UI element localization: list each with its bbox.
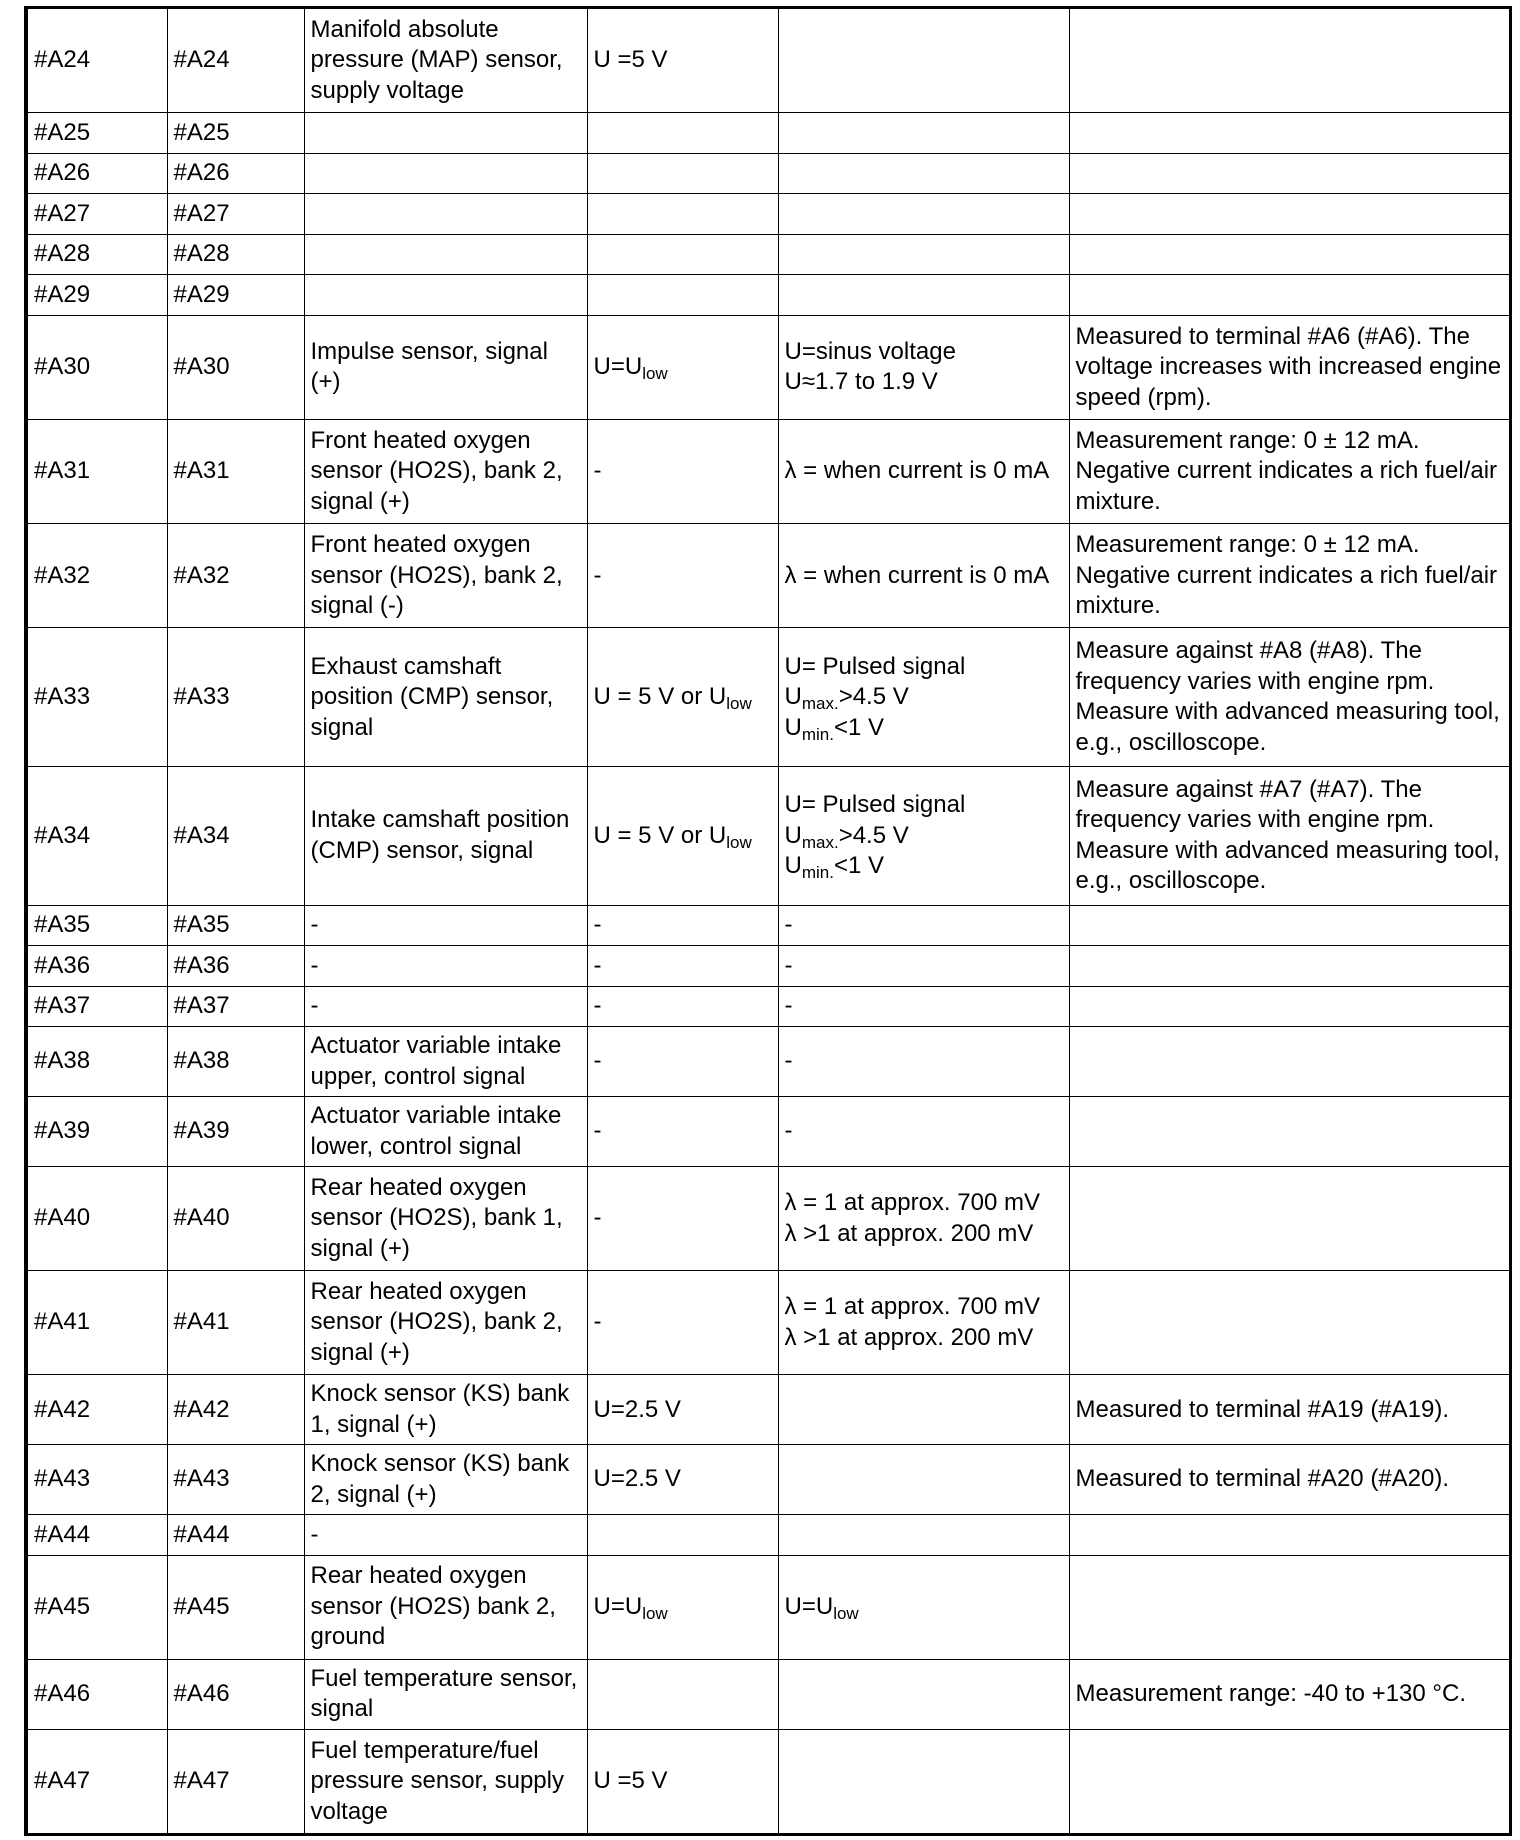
function-cell: Front heated oxygen sensor (HO2S), bank 2, signal (-) (304, 524, 587, 628)
signal-cell (778, 275, 1069, 316)
remarks-cell (1069, 1166, 1510, 1270)
function-cell (304, 194, 587, 235)
value-cell (587, 153, 778, 194)
pin-cell: #A36 (27, 946, 167, 987)
function-cell: Knock sensor (KS) bank 1, signal (+) (304, 1375, 587, 1445)
pin-cell: #A42 (27, 1375, 167, 1445)
remarks-cell (1069, 1729, 1510, 1833)
signal-cell: λ = 1 at approx. 700 mV λ >1 at approx. 200 mV (778, 1271, 1069, 1375)
remarks-cell (1069, 946, 1510, 987)
value-cell (587, 275, 778, 316)
function-cell: Rear heated oxygen sensor (HO2S), bank 2, signal (+) (304, 1271, 587, 1375)
signal-cell: - (778, 1027, 1069, 1097)
pin-cell: #A37 (27, 986, 167, 1027)
pin-cell: #A28 (27, 234, 167, 275)
value-cell: U = 5 V or $U_{low}$ (587, 767, 778, 906)
remarks-cell (1069, 1027, 1510, 1097)
value-cell: U=2.5 V (587, 1445, 778, 1515)
pin-alt-cell: #A35 (167, 905, 304, 946)
table-row (27, 1659, 1510, 1729)
signal-cell (778, 1515, 1069, 1556)
remarks-cell: Measure against #A7 (#A7). The frequency varies with engine rpm. Measure with advanced measuring tool, e.g., oscilloscope. (1069, 767, 1510, 906)
table-row (27, 986, 1510, 1027)
pin-cell: #A45 (27, 1555, 167, 1659)
function-cell: Fuel temperature sensor, signal (304, 1659, 587, 1729)
pin-alt-cell: #A32 (167, 524, 304, 628)
signal-cell: - (778, 946, 1069, 987)
pin-alt-cell: #A28 (167, 234, 304, 275)
pin-alt-cell: #A44 (167, 1515, 304, 1556)
table-row (27, 420, 1510, 524)
remarks-cell (1069, 113, 1510, 154)
remarks-cell (1069, 1555, 1510, 1659)
pin-cell: #A24 (27, 9, 167, 113)
pin-alt-cell: #A25 (167, 113, 304, 154)
pin-alt-cell: #A38 (167, 1027, 304, 1097)
pin-cell: #A46 (27, 1659, 167, 1729)
function-cell (304, 153, 587, 194)
function-cell: Fuel temperature/fuel pressure sensor, supply voltage (304, 1729, 587, 1833)
pin-alt-cell: #A33 (167, 628, 304, 767)
remarks-cell: Measurement range: 0 ± 12 mA. Negative current indicates a rich fuel/air mixture. (1069, 524, 1510, 628)
signal-cell: - (778, 905, 1069, 946)
remarks-cell: Measured to terminal #A20 (#A20). (1069, 1445, 1510, 1515)
table-row (27, 1097, 1510, 1167)
value-cell: $U=U_{low}$ (587, 315, 778, 419)
value-cell: U=2.5 V (587, 1375, 778, 1445)
pin-alt-cell: #A47 (167, 1729, 304, 1833)
table-row (27, 946, 1510, 987)
function-cell: - (304, 986, 587, 1027)
signal-cell (778, 113, 1069, 154)
remarks-cell (1069, 234, 1510, 275)
signal-cell (778, 1659, 1069, 1729)
function-cell: Knock sensor (KS) bank 2, signal (+) (304, 1445, 587, 1515)
table-row (27, 275, 1510, 316)
signal-cell (778, 1375, 1069, 1445)
table-row (27, 1445, 1510, 1515)
pin-alt-cell: #A34 (167, 767, 304, 906)
pin-alt-cell: #A46 (167, 1659, 304, 1729)
signal-cell (778, 194, 1069, 235)
value-cell: - (587, 1271, 778, 1375)
table-row (27, 1166, 1510, 1270)
function-cell (304, 113, 587, 154)
signal-cell (778, 234, 1069, 275)
signal-cell: $U=U_{low}$ (778, 1555, 1069, 1659)
function-cell: Intake camshaft position (CMP) sensor, signal (304, 767, 587, 906)
table-row (27, 315, 1510, 419)
table-row (27, 905, 1510, 946)
value-cell: - (587, 1097, 778, 1167)
value-cell (587, 1659, 778, 1729)
pin-cell: #A41 (27, 1271, 167, 1375)
pin-alt-cell: #A40 (167, 1166, 304, 1270)
pin-alt-cell: #A26 (167, 153, 304, 194)
signal-cell (778, 1729, 1069, 1833)
pin-table-body (27, 9, 1510, 1833)
remarks-cell (1069, 194, 1510, 235)
pin-cell: #A29 (27, 275, 167, 316)
pin-alt-cell: #A36 (167, 946, 304, 987)
signal-cell: - (778, 1097, 1069, 1167)
remarks-cell (1069, 1271, 1510, 1375)
remarks-cell: Measure against #A8 (#A8). The frequency varies with engine rpm. Measure with advanced measuring tool, e.g., oscilloscope. (1069, 628, 1510, 767)
pin-cell: #A30 (27, 315, 167, 419)
table-row (27, 194, 1510, 235)
pin-cell: #A32 (27, 524, 167, 628)
pin-alt-cell: #A27 (167, 194, 304, 235)
pin-alt-cell: #A39 (167, 1097, 304, 1167)
value-cell: - (587, 524, 778, 628)
table-row (27, 1027, 1510, 1097)
pin-cell: #A35 (27, 905, 167, 946)
table-row (27, 1375, 1510, 1445)
pin-alt-cell: #A29 (167, 275, 304, 316)
value-cell (587, 113, 778, 154)
value-cell (587, 234, 778, 275)
function-cell (304, 275, 587, 316)
signal-cell: U= Pulsed signal $U_{max.}>4.5$ V $U_{min.}<1$ V (778, 767, 1069, 906)
signal-cell: λ = when current is 0 mA (778, 524, 1069, 628)
function-cell: Rear heated oxygen sensor (HO2S), bank 1, signal (+) (304, 1166, 587, 1270)
function-cell: Actuator variable intake upper, control signal (304, 1027, 587, 1097)
table-row (27, 1555, 1510, 1659)
pin-alt-cell: #A45 (167, 1555, 304, 1659)
remarks-cell (1069, 1515, 1510, 1556)
pin-table (26, 9, 1510, 1833)
pin-alt-cell: #A42 (167, 1375, 304, 1445)
function-cell (304, 234, 587, 275)
remarks-cell (1069, 986, 1510, 1027)
remarks-cell: Measurement range: 0 ± 12 mA. Negative current indicates a rich fuel/air mixture. (1069, 420, 1510, 524)
function-cell: Rear heated oxygen sensor (HO2S) bank 2, ground (304, 1555, 587, 1659)
signal-cell: λ = 1 at approx. 700 mV λ >1 at approx. 200 mV (778, 1166, 1069, 1270)
pin-alt-cell: #A24 (167, 9, 304, 113)
remarks-cell: Measured to terminal #A6 (#A6). The voltage increases with increased engine speed (rpm). (1069, 315, 1510, 419)
pin-alt-cell: #A31 (167, 420, 304, 524)
function-cell: Front heated oxygen sensor (HO2S), bank 2, signal (+) (304, 420, 587, 524)
function-cell: - (304, 1515, 587, 1556)
function-cell: Impulse sensor, signal (+) (304, 315, 587, 419)
value-cell (587, 1515, 778, 1556)
value-cell: - (587, 946, 778, 987)
table-row (27, 1729, 1510, 1833)
pin-cell: #A40 (27, 1166, 167, 1270)
table-row (27, 1515, 1510, 1556)
function-cell: - (304, 946, 587, 987)
remarks-cell (1069, 275, 1510, 316)
remarks-cell: Measurement range: -40 to +130 °C. (1069, 1659, 1510, 1729)
pin-cell: #A26 (27, 153, 167, 194)
table-row (27, 153, 1510, 194)
pin-cell: #A27 (27, 194, 167, 235)
signal-cell (778, 9, 1069, 113)
function-cell: Manifold absolute pressure (MAP) sensor, supply voltage (304, 9, 587, 113)
value-cell: U = 5 V or $U_{low}$ (587, 628, 778, 767)
pin-cell: #A39 (27, 1097, 167, 1167)
table-row (27, 234, 1510, 275)
signal-cell (778, 153, 1069, 194)
remarks-cell (1069, 1097, 1510, 1167)
table-row (27, 628, 1510, 767)
pin-alt-cell: #A43 (167, 1445, 304, 1515)
remarks-cell (1069, 153, 1510, 194)
pin-cell: #A34 (27, 767, 167, 906)
signal-cell: - (778, 986, 1069, 1027)
signal-cell: λ = when current is 0 mA (778, 420, 1069, 524)
remarks-cell: Measured to terminal #A19 (#A19). (1069, 1375, 1510, 1445)
pin-cell: #A43 (27, 1445, 167, 1515)
pin-cell: #A44 (27, 1515, 167, 1556)
value-cell: - (587, 1027, 778, 1097)
remarks-cell (1069, 9, 1510, 113)
value-cell: U =5 V (587, 9, 778, 113)
table-row (27, 1271, 1510, 1375)
table-row (27, 113, 1510, 154)
table-row (27, 524, 1510, 628)
pin-cell: #A38 (27, 1027, 167, 1097)
function-cell: - (304, 905, 587, 946)
signal-cell: U= Pulsed signal $U_{max.}>4.5$ V $U_{min.}<1$ V (778, 628, 1069, 767)
table-row (27, 767, 1510, 906)
pin-cell: #A31 (27, 420, 167, 524)
value-cell: - (587, 1166, 778, 1270)
value-cell: $U=U_{low}$ (587, 1555, 778, 1659)
function-cell: Actuator variable intake lower, control signal (304, 1097, 587, 1167)
value-cell: U =5 V (587, 1729, 778, 1833)
table-row (27, 9, 1510, 113)
value-cell: - (587, 986, 778, 1027)
pin-cell: #A47 (27, 1729, 167, 1833)
pin-alt-cell: #A37 (167, 986, 304, 1027)
pin-cell: #A25 (27, 113, 167, 154)
value-cell: - (587, 905, 778, 946)
value-cell (587, 194, 778, 235)
signal-cell (778, 1445, 1069, 1515)
pin-cell: #A33 (27, 628, 167, 767)
value-cell: - (587, 420, 778, 524)
function-cell: Exhaust camshaft position (CMP) sensor, signal (304, 628, 587, 767)
signal-cell: U=sinus voltage U≈1.7 to 1.9 V (778, 315, 1069, 419)
pin-alt-cell: #A41 (167, 1271, 304, 1375)
remarks-cell (1069, 905, 1510, 946)
pin-alt-cell: #A30 (167, 315, 304, 419)
